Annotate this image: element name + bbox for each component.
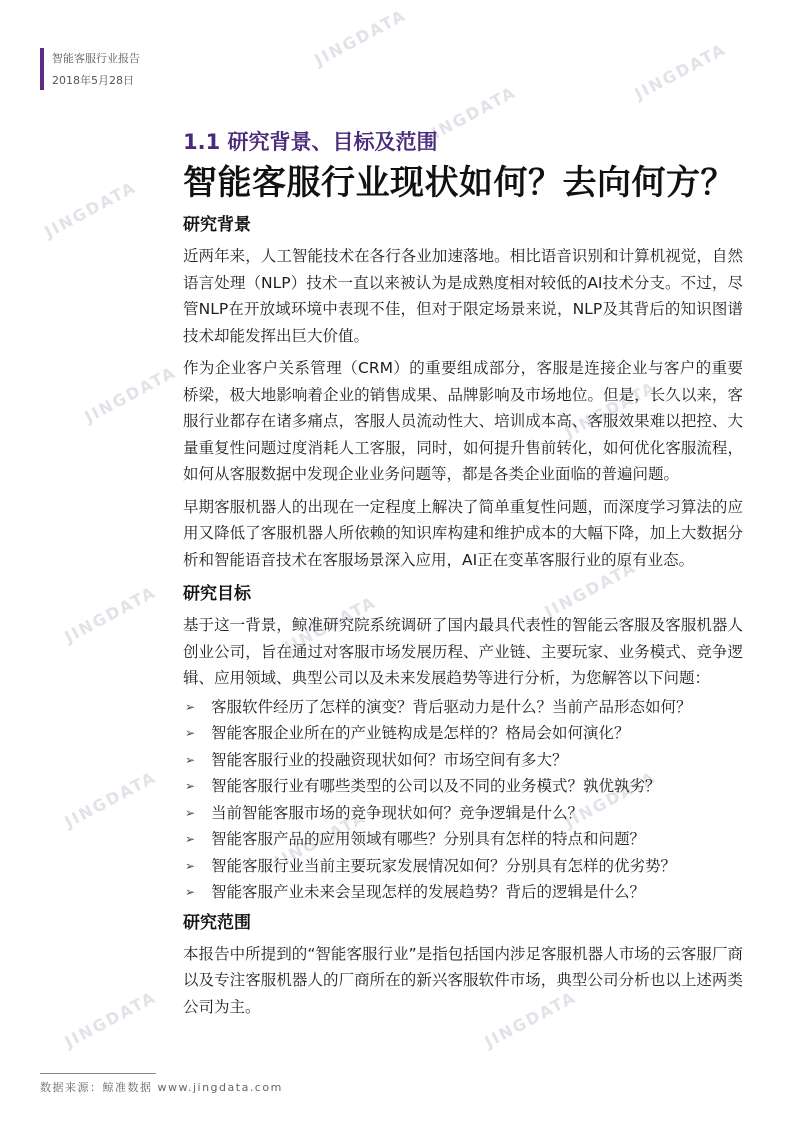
watermark: JINGDATA bbox=[631, 39, 730, 104]
watermark: JINGDATA bbox=[271, 807, 370, 872]
goals-heading: 研究目标 bbox=[183, 584, 251, 604]
watermark: JINGDATA bbox=[61, 767, 160, 832]
arrow-right-icon: ➢ bbox=[185, 858, 196, 873]
arrow-right-icon: ➢ bbox=[185, 752, 196, 767]
footer-source: 数据来源：鲸准数据 www.jingdata.com bbox=[40, 1081, 283, 1094]
scope-heading: 研究范围 bbox=[183, 912, 251, 933]
watermark: JINGDATA bbox=[541, 557, 640, 622]
main-content bbox=[183, 126, 743, 1026]
background-paragraph-2: 作为企业客户关系管理（CRM）的重要组成部分，客服是连接企业与客户的重要桥梁，极大地影响着企业的销售成果、品牌影响及市场地位。但是，长久以来，客服行业都存在诸多痛点，客服人员流动性大、培训成本高、客服效果难以把控、大量重复性问题过度消耗人工客服，同时，如何提升售前转化，如何优化客服流程，如何从客服数据中发现企业业务问题等，都是各类企业面临的普遍问题。 bbox=[183, 359, 743, 483]
arrow-right-icon: ➢ bbox=[185, 726, 196, 740]
watermark: JINGDATA bbox=[481, 987, 580, 1052]
report-date: 2018年5月28日 bbox=[52, 74, 134, 87]
goals-intro: 基于这一背景，鲸准研究院系统调研了国内最具代表性的智能云客服及客服机器人创业公司，旨在通过对客服市场发展历程、产业链、主要玩家、业务模式、竞争逻辑、应用领域、典型公司以及未来发展趋势等进行分析，为您解答以下问题： bbox=[183, 616, 743, 687]
arrow-right-icon: ➢ bbox=[185, 699, 196, 714]
arrow-right-icon: ➢ bbox=[185, 885, 196, 899]
question-list bbox=[183, 694, 743, 906]
background-paragraph-1: 近两年来，人工智能技术在各行各业加速落地。相比语音识别和计算机视觉，自然语言处理（NLP）技术一直以来被认为是成熟度相对较低的AI技术分支。不过，尽管NLP在开放域环境中表现不佳，但对于限定场景来说，NLP及其背后的知识图谱技术却能发挥出巨大价值。 bbox=[183, 247, 743, 345]
watermark: JINGDATA bbox=[561, 377, 660, 442]
background-heading: 研究背景 bbox=[183, 215, 251, 235]
background-paragraph-3: 早期客服机器人的出现在一定程度上解决了简单重复性问题，而深度学习算法的应用又降低了客服机器人所依赖的知识库构建和维护成本的大幅下降，加上大数据分析和智能语音技术在客服场景深入应用，AI正在变革客服行业的原有业态。 bbox=[183, 497, 743, 569]
watermark: JINGDATA bbox=[81, 362, 180, 427]
list-item: ➢ 客服软件经历了怎样的演变？背后驱动力是什么？当前产品形态如何？ bbox=[183, 694, 743, 721]
list-item: ➢ 当前智能客服市场的竞争现状如何？竞争逻辑是什么？ bbox=[183, 800, 743, 827]
list-item: ➢ 智能客服行业的投融资现状如何？市场空间有多大？ bbox=[183, 747, 743, 774]
footer-divider bbox=[40, 1073, 156, 1074]
page-title: 智能客服行业现状如何？去向何方？ bbox=[183, 163, 735, 203]
section-number-title: 1.1 研究背景、目标及范围 bbox=[183, 130, 438, 154]
watermark: JINGDATA bbox=[281, 592, 380, 657]
watermark: JINGDATA bbox=[41, 177, 140, 242]
scope-paragraph: 本报告中所提到的“智能客服行业”是指包括国内涉足客服机器人市场的云客服厂商以及专注客服机器人的厂商所在的新兴客服软件市场，典型公司分析也以上述两类公司为主。 bbox=[183, 944, 743, 1016]
arrow-right-icon: ➢ bbox=[185, 779, 196, 793]
report-title: 智能客服行业报告 bbox=[52, 52, 140, 65]
arrow-right-icon: ➢ bbox=[185, 832, 196, 846]
list-item: ➢ 智能客服产品的应用领域有哪些？分别具有怎样的特点和问题？ bbox=[183, 826, 743, 853]
arrow-right-icon: ➢ bbox=[185, 805, 196, 820]
list-item: ➢ 智能客服企业所在的产业链构成是怎样的？格局会如何演化？ bbox=[183, 720, 743, 747]
watermark: JINGDATA bbox=[61, 582, 160, 647]
header-accent-bar bbox=[40, 48, 44, 90]
list-item: ➢ 智能客服行业当前主要玩家发展情况如何？分别具有怎样的优劣势？ bbox=[183, 853, 743, 880]
watermark: JINGDATA bbox=[421, 82, 520, 147]
watermark: JINGDATA bbox=[61, 987, 160, 1052]
watermark: JINGDATA bbox=[561, 767, 660, 832]
list-item: ➢ 智能客服行业有哪些类型的公司以及不同的业务模式？孰优孰劣？ bbox=[183, 773, 743, 800]
list-item: ➢ 智能客服产业未来会呈现怎样的发展趋势？背后的逻辑是什么？ bbox=[183, 879, 743, 906]
watermark: JINGDATA bbox=[311, 5, 410, 70]
